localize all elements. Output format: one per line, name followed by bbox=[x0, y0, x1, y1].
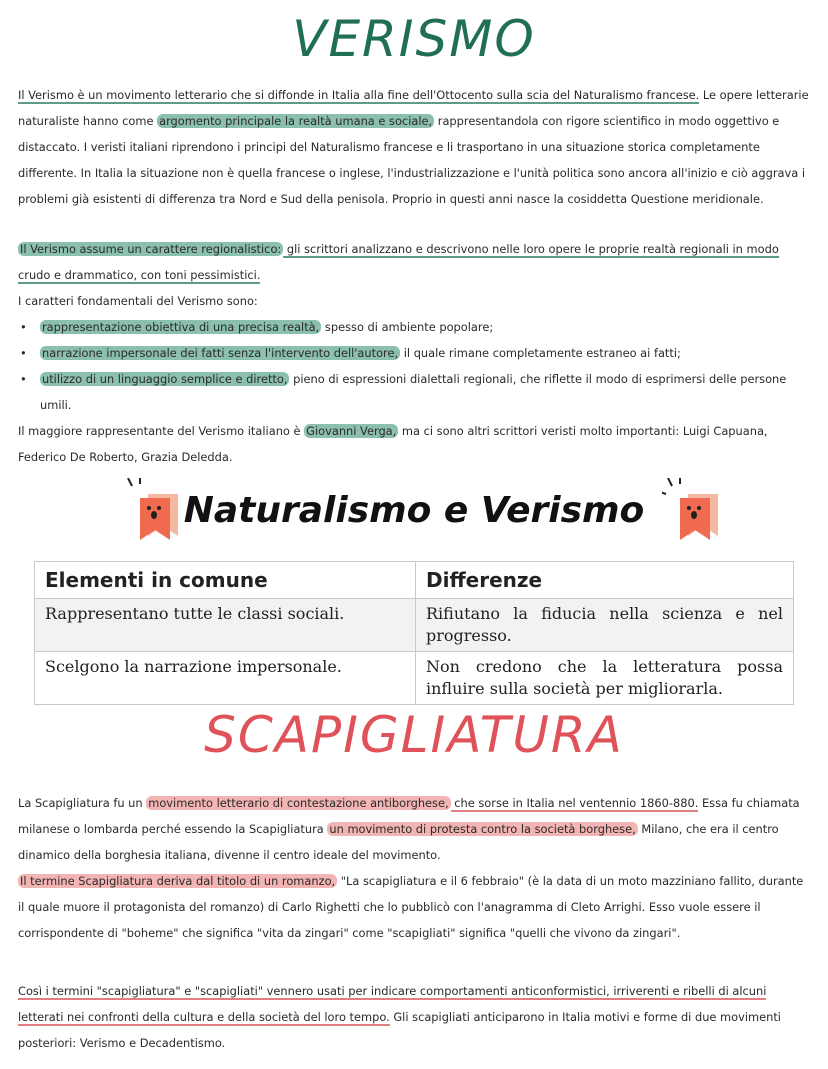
feature-highlight: utilizzo di un linguaggio semplice e diretto, bbox=[42, 372, 288, 386]
p1-underlined: che sorse in Italia nel ventennio 1860-880. bbox=[450, 796, 699, 810]
table-row bbox=[35, 652, 794, 705]
feature-text: pieno di espressioni dialettali regionali, che riflette il modo di esprimersi delle persone umili. bbox=[40, 372, 787, 412]
verismo-intro-paragraph bbox=[18, 82, 810, 212]
table-cell: Non credono che la letteratura possa influire sulla società per migliorarla. bbox=[416, 652, 794, 705]
regional-highlight: Il Verismo assume un carattere regionalistico: bbox=[20, 242, 282, 256]
p1-text: La Scapigliatura fu un bbox=[18, 796, 147, 810]
scapigliatura-paragraph-1 bbox=[18, 790, 810, 868]
feature-highlight: rappresentazione obiettiva di una precisa realtà, bbox=[42, 320, 320, 334]
comparison-title: Naturalismo e Verismo bbox=[183, 490, 645, 531]
table-row bbox=[35, 599, 794, 652]
feature-text: spesso di ambiente popolare; bbox=[321, 320, 494, 334]
feature-text: il quale rimane completamente estraneo ai fatti; bbox=[400, 346, 681, 360]
intro-underlined-sentence: Il Verismo è un movimento letterario che si diffonde in Italia alla fine dell'Ottocento sulla scia del Naturalismo francese. bbox=[18, 88, 700, 102]
list-item bbox=[18, 314, 810, 340]
list-item bbox=[18, 366, 810, 418]
verismo-title: VERISMO bbox=[292, 10, 536, 68]
p3-text: Gli scapigliati anticiparono in Italia motivi e forme di due movimenti posteriori: Verismo e Decadentismo. bbox=[18, 1010, 781, 1050]
intro-text-rest: rappresentandola con rigore scientifico in modo oggettivo e distaccato. I veristi italiani riprendono i principi del Naturalismo francese e li trasportano in una situazione storica completamente differente. In Italia la situazione non è quella francese o inglese, l'industrializzazione e l'unità politica sono ancora all'inizio e ciò aggrava i problemi già esistenti di differenza tra Nord e Sud della penisola. Proprio in questi anni nasce la cosiddetta Questione meridionale. bbox=[18, 114, 805, 206]
representative-paragraph bbox=[18, 418, 810, 470]
p2-highlight: Il termine Scapigliatura deriva dal titolo di un romanzo, bbox=[20, 874, 336, 888]
intro-highlight: argomento principale la realtà umana e sociale, bbox=[159, 114, 433, 128]
comparison-table bbox=[34, 561, 794, 705]
table-cell: Scelgono la narrazione impersonale. bbox=[35, 652, 416, 705]
p3-underlined: Così i termini "scapigliatura" e "scapigliati" vennero usati per indicare comportamenti anticonformistici, irriverenti e ribelli di alcuni letterati nei confronti della cultura e della società del loro tempo. bbox=[18, 984, 767, 1024]
regional-paragraph bbox=[18, 236, 810, 288]
table-cell: Rappresentano tutte le classi sociali. bbox=[35, 599, 416, 652]
column-header: Elementi in comune bbox=[35, 562, 416, 599]
table-cell: Rifiutano la fiducia nella scienza e nel progresso. bbox=[416, 599, 794, 652]
feature-highlight: narrazione impersonale dei fatti senza l'intervento dell'autore, bbox=[42, 346, 399, 360]
right-flag-icon bbox=[662, 478, 724, 548]
features-list bbox=[18, 314, 810, 418]
p1-text-3: Milano, che era il centro dinamico della borghesia italiana, divenne il centro ideale del movimento. bbox=[18, 822, 779, 862]
representative-text: Il maggiore rappresentante del Verismo italiano è bbox=[18, 424, 305, 438]
verga-highlight: Giovanni Verga, bbox=[306, 424, 397, 438]
representative-text-rest: ma ci sono altri scrittori veristi molto importanti: Luigi Capuana, Federico De Roberto, Grazia Deledda. bbox=[18, 424, 768, 464]
table-header-row bbox=[35, 562, 794, 599]
p1-highlight: movimento letterario di contestazione antiborghese, bbox=[148, 796, 449, 810]
scapigliatura-title: SCAPIGLIATURA bbox=[204, 706, 624, 764]
list-item bbox=[18, 340, 810, 366]
features-intro: I caratteri fondamentali del Verismo sono: bbox=[18, 294, 258, 308]
p2-text: "La scapigliatura e il 6 febbraio" (è la data di un moto mazziniano fallito, durante il quale muore il protagonista del romanzo) di Carlo Righetti che lo pubblicò con l'anagramma di Cleto Arrighi. Esso vuole essere il corrispondente di "boheme" che significa "vita da zingari" come "scapigliati" significa "quelli che vivono da zingari". bbox=[18, 874, 804, 940]
column-header: Differenze bbox=[416, 562, 794, 599]
scapigliatura-paragraph-2 bbox=[18, 868, 810, 946]
p1-highlight-2: un movimento di protesta contro la società borghese, bbox=[329, 822, 636, 836]
scapigliatura-paragraph-3 bbox=[18, 978, 810, 1056]
regional-underlined: gli scrittori analizzano e descrivono nelle loro opere le proprie realtà regionali in modo crudo e drammatico, con toni pessimistici. bbox=[18, 242, 779, 282]
intro-text: Le opere letterarie naturaliste hanno come bbox=[18, 88, 809, 128]
p1-text-2: Essa fu chiamata milanese o lombarda perché essendo la Scapigliatura bbox=[18, 796, 800, 836]
